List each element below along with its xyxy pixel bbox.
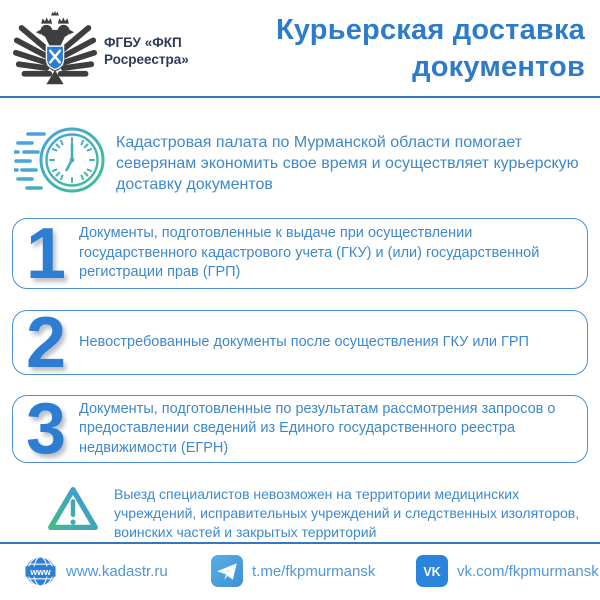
telegram-icon xyxy=(211,555,243,587)
footer xyxy=(0,555,600,593)
rosreestr-logo xyxy=(12,4,189,92)
card-2 xyxy=(12,302,588,383)
card-1-text: Документы, подготовленные к выдаче при осуществлении государственного кадастрового учета (ГКУ) и (или) государственной регистрации прав (ГРП) xyxy=(79,225,540,281)
intro-section xyxy=(14,120,586,200)
footer-link-vk[interactable] xyxy=(416,555,599,587)
card-3-text: Документы, подготовленные по результатам рассмотрения запросов о предоставлении сведений из Единого государственного реестра недвижимости (ЕГРН) xyxy=(79,400,556,456)
svg-text:VK: VK xyxy=(423,565,441,579)
warning-triangle-icon xyxy=(44,482,102,538)
header-divider xyxy=(0,96,600,98)
card-2-number: 2 xyxy=(25,302,67,383)
card-2-text: Невостребованные документы после осуществления ГКУ или ГРП xyxy=(79,333,529,350)
vk-icon xyxy=(416,555,448,587)
card-1-number: 1 xyxy=(25,213,67,294)
footer-divider xyxy=(0,542,600,544)
speeding-clock-icon xyxy=(14,120,110,200)
vk-link-label[interactable]: vk.com/fkpmurmansk xyxy=(457,562,599,580)
telegram-link-label[interactable]: t.me/fkpmurmansk xyxy=(252,562,376,580)
footer-link-telegram[interactable] xyxy=(211,555,375,587)
card-1 xyxy=(12,213,588,294)
double-headed-eagle-icon xyxy=(12,4,98,92)
page-title: Курьерская доставка документов xyxy=(275,14,585,83)
warning-section xyxy=(44,482,600,542)
footer-link-website[interactable] xyxy=(24,555,168,588)
svg-text:www: www xyxy=(30,566,51,577)
card-3-number: 3 xyxy=(25,389,67,469)
intro-text: Кадастровая палата по Мурманской области помогает северянам экономить свое время и осуществляет курьерскую доставку документов xyxy=(116,134,579,193)
logo-org-name: ФГБУ «ФКП Росреестра» xyxy=(104,35,189,67)
globe-www-icon xyxy=(24,555,57,588)
warning-text: Выезд специалистов невозможен на территории медицинских учреждений, исправительных учреждений и следственных изоляторов, воинских частей и закрытых территорий xyxy=(114,486,580,540)
website-link-label[interactable]: www.kadastr.ru xyxy=(66,563,168,580)
card-3 xyxy=(12,389,588,469)
